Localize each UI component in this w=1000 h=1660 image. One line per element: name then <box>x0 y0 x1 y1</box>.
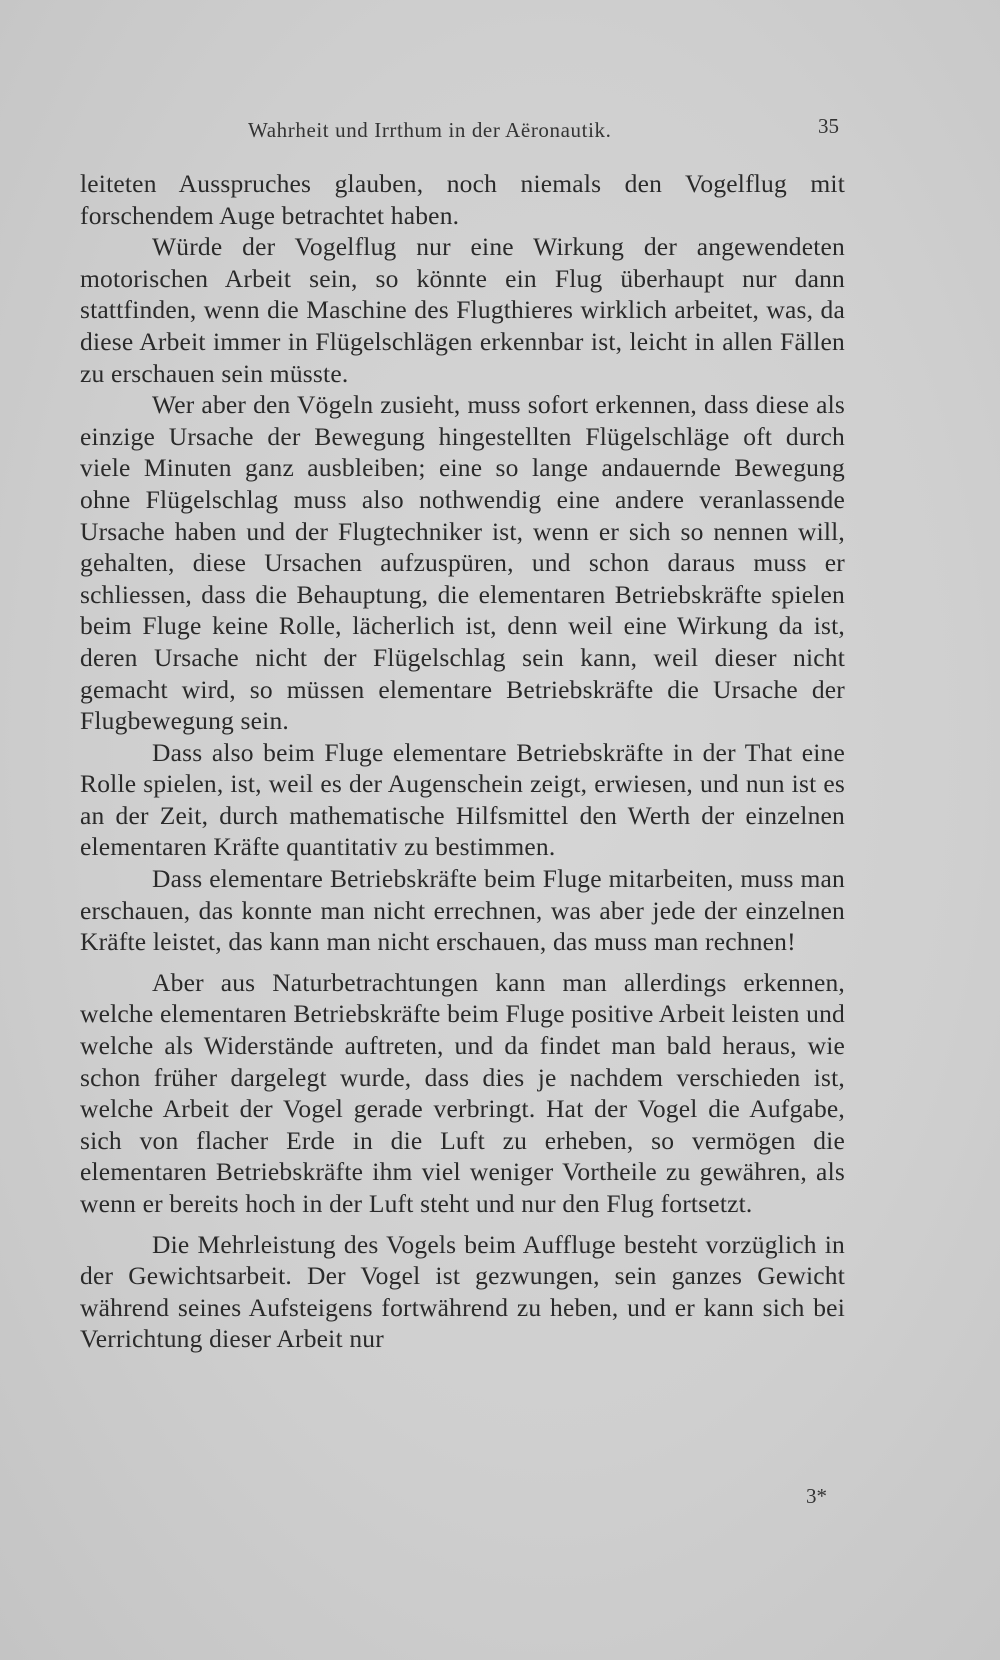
paragraph: Wer aber den Vögeln zusieht, muss sofort erkennen, dass diese als einzige Ursache der Bewegung hingestellten Flügelschläge oft durch viele Minuten ganz ausbleiben; eine so lange andauernde Bewegung ohne Flügelschlag muss also nothwendig eine andere veranlassende Ursache haben und der Flugtechniker ist, wenn er sich so nennen will, gehalten, diese Ursachen aufzuspüren, und schon daraus muss er schliessen, dass die Behauptung, die elementaren Betriebskräfte spielen beim Fluge keine Rolle, lächerlich ist, denn weil eine Wirkung da ist, deren Ursache nicht der Flügelschlag sein kann, weil dieser nicht gemacht wird, so müssen elementare Betriebskräfte die Ursache der Flugbewegung sein. <box>80 390 845 736</box>
signature-mark: 3* <box>806 1484 827 1508</box>
paragraph: Die Mehrleistung des Vogels beim Auffluge besteht vorzüglich in der Gewichtsarbeit. Der Vogel ist gezwungen, sein ganzes Gewicht während seines Aufsteigens fortwährend zu heben, und er kann sich bei Verrichtung dieser Arbeit nur <box>80 1229 845 1354</box>
paragraph: Würde der Vogelflug nur eine Wirkung der angewendeten motorischen Arbeit sein, so könnte ein Flug überhaupt nur dann stattfinden, wenn die Maschine des Flugthieres wirklich arbeitet, was, da diese Arbeit immer in Flügelschlägen erkennbar ist, leicht in allen Fällen zu erschauen sein müsste. <box>80 232 845 388</box>
page-number: 35 <box>818 114 839 138</box>
body-text <box>80 168 845 1355</box>
paragraph-continuation: leiteten Ausspruches glauben, noch niemals den Vogelflug mit forschendem Auge betrachtet haben. <box>80 169 845 230</box>
paragraph: Dass also beim Fluge elementare Betriebskräfte in der That eine Rolle spielen, ist, weil es der Augenschein zeigt, erwiesen, und nun ist es an der Zeit, durch mathematische Hilfsmittel den Werth der einzelnen elementaren Kräfte quantitativ zu bestimmen. <box>80 737 845 862</box>
running-title: Wahrheit und Irrthum in der Aëronautik. <box>248 118 612 142</box>
paragraph: Aber aus Naturbetrachtungen kann man allerdings erkennen, welche elementaren Betriebskräfte beim Fluge positive Arbeit leisten und welche als Widerstände auftreten, und da findet man bald heraus, wie schon früher dargelegt wurde, dass dies je nachdem verschieden ist, welche Arbeit der Vogel gerade verbringt. Hat der Vogel die Aufgabe, sich von flacher Erde in die Luft zu erheben, so vermögen die elementaren Betriebskräfte ihm viel weniger Vortheile zu gewähren, als wenn er bereits hoch in der Luft steht und nur den Flug fortsetzt. <box>80 967 845 1218</box>
paragraph: Dass elementare Betriebskräfte beim Fluge mitarbeiten, muss man erschauen, das konnte man nicht errechnen, was aber jede der einzelnen Kräfte leistet, das kann man nicht erschauen, das muss man rechnen! <box>80 864 845 957</box>
